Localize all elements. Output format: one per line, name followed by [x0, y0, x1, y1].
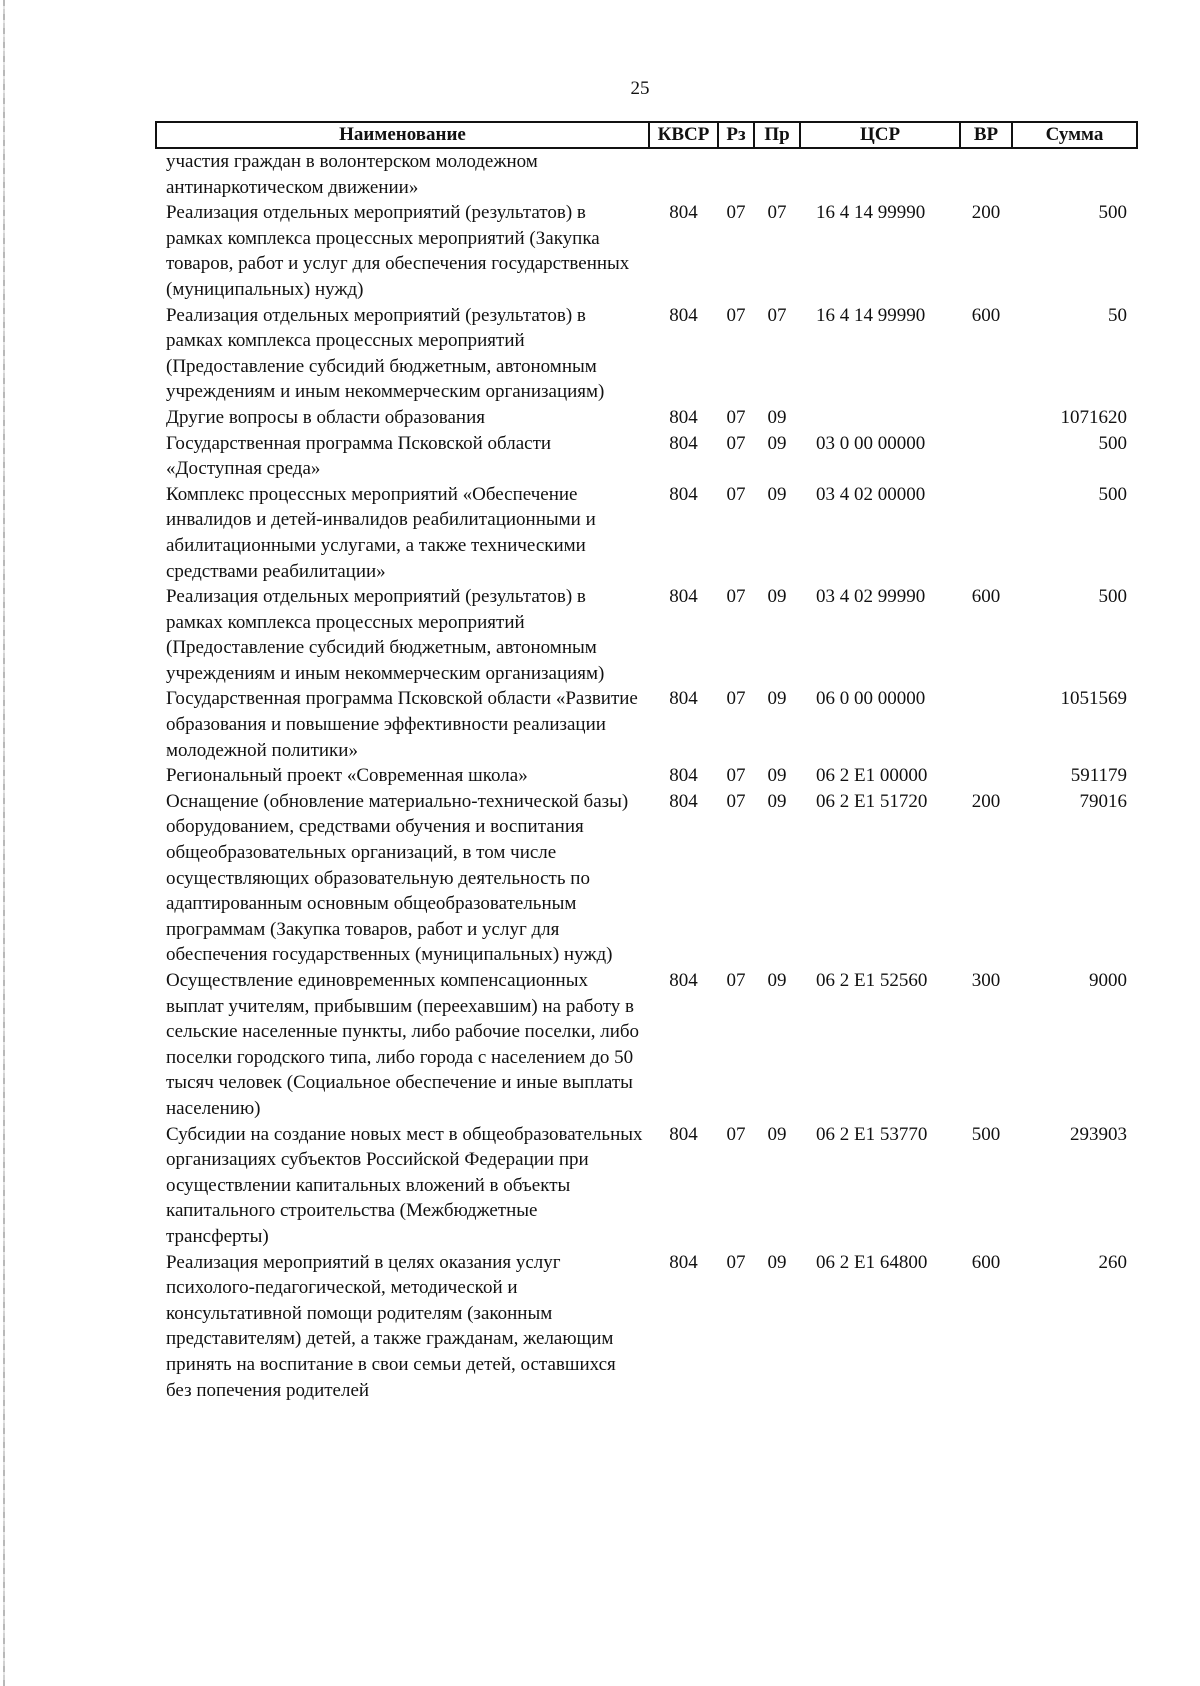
cell-pr: 09 [767, 483, 787, 505]
cell-name: Осуществление единовременных компенсационных выплат учителям, прибывшим (переехавшим) на работу в сельские населенные пункты, либо рабочие поселки, либо поселки городского типа, либо города с населением до 50 тысяч человек (Социальное обеспечение и иные выплаты населению) [166, 970, 640, 1119]
table-row [156, 584, 1137, 686]
cell-rz: 07 [726, 586, 746, 608]
cell-sum: 50 [1108, 304, 1127, 326]
table-body [156, 148, 1137, 1403]
cell-name: Субсидии на создание новых мест в общеобразовательных организациях субъектов Российской Федерации при осуществлении капитальных вложений в объекты капитального строительства (Межбюджетные трансферты) [166, 1123, 643, 1247]
cell-vr [960, 148, 1012, 200]
cell-kvsr: 804 [669, 1123, 698, 1145]
cell-rz: 07 [726, 688, 746, 710]
scan-edge-artifact [3, 0, 5, 1686]
table-row [156, 431, 1137, 482]
cell-vr: 600 [971, 586, 1001, 608]
cell-kvsr: 804 [669, 1251, 698, 1273]
cell-kvsr: 804 [669, 483, 698, 505]
cell-csr [800, 148, 960, 200]
header-name: Наименование [156, 122, 649, 148]
cell-vr [960, 431, 1012, 482]
table-row [156, 405, 1137, 431]
budget-table [155, 121, 1138, 1403]
cell-sum: 500 [1098, 432, 1127, 454]
table-row [156, 1250, 1137, 1404]
cell-vr: 300 [971, 970, 1001, 991]
cell-pr: 09 [767, 970, 787, 991]
cell-csr: 06 2 E1 53770 [816, 1123, 928, 1145]
cell-name: Оснащение (обновление материально-технической базы) оборудованием, средствами обучения и воспитания общеобразовательных организаций, в том числе осуществляющих образовательную деятельность по адаптированным основным общеобразовательным программам (Закупка товаров, работ и услуг для обеспечения государственных (муниципальных) нужд) [166, 790, 629, 966]
cell-pr: 09 [767, 1251, 787, 1273]
cell-kvsr: 804 [669, 406, 698, 428]
cell-sum: 260 [1098, 1251, 1127, 1273]
cell-vr: 200 [971, 202, 1001, 224]
cell-sum: 9000 [1089, 970, 1127, 991]
cell-vr: 600 [971, 1251, 1001, 1273]
cell-pr: 09 [767, 586, 787, 608]
cell-kvsr: 804 [669, 688, 698, 710]
cell-kvsr: 804 [669, 432, 698, 454]
cell-pr: 09 [767, 432, 787, 454]
cell-name: Другие вопросы в области образования [166, 406, 485, 428]
cell-vr [960, 686, 1012, 763]
cell-sum: 500 [1098, 202, 1127, 224]
cell-kvsr: 804 [669, 765, 698, 787]
header-vr: ВР [960, 122, 1012, 148]
table-row [156, 148, 1137, 200]
cell-sum [1012, 148, 1137, 200]
cell-name: Реализация мероприятий в целях оказания услуг психолого-педагогической, методической и консультативной помощи родителям (законным представителям) детей, а также гражданам, желающим принять на воспитание в свои семьи детей, оставшихся без попечения родителей [166, 1251, 616, 1401]
cell-rz [718, 148, 754, 200]
cell-rz: 07 [726, 406, 746, 428]
cell-kvsr [649, 148, 718, 200]
header-kvsr: КВСР [649, 122, 718, 148]
cell-name: Реализация отдельных мероприятий (результатов) в рамках комплекса процессных мероприятий (Закупка товаров, работ и услуг для обеспечения государственных (муниципальных) нужд) [166, 202, 630, 300]
table-row [156, 763, 1137, 789]
cell-name: Региональный проект «Современная школа» [166, 765, 528, 787]
cell-pr: 09 [767, 688, 787, 710]
cell-sum: 500 [1098, 586, 1127, 608]
table-row [156, 482, 1137, 584]
cell-sum: 79016 [1079, 790, 1127, 812]
cell-pr: 07 [767, 304, 787, 326]
table-row [156, 789, 1137, 968]
cell-rz: 07 [726, 970, 746, 991]
cell-sum: 1051569 [1060, 688, 1127, 710]
cell-csr: 03 0 00 00000 [816, 432, 926, 454]
cell-rz: 07 [726, 790, 746, 812]
cell-name: участия граждан в волонтерском молодежном антинаркотическом движении» [166, 151, 538, 198]
cell-vr: 600 [971, 304, 1001, 326]
cell-vr [960, 405, 1012, 431]
cell-sum: 591179 [1070, 765, 1127, 787]
cell-csr: 06 2 E1 64800 [816, 1251, 928, 1273]
cell-name: Реализация отдельных мероприятий (результатов) в рамках комплекса процессных мероприятий (Предоставление субсидий бюджетным, автономным учреждениям и иным некоммерческим организациям) [166, 586, 605, 684]
cell-csr: 03 4 02 99990 [816, 586, 926, 608]
cell-csr: 16 4 14 99990 [816, 304, 926, 326]
cell-rz: 07 [726, 202, 746, 224]
cell-vr: 500 [971, 1123, 1001, 1145]
cell-pr: 09 [767, 765, 787, 787]
cell-csr [800, 405, 960, 431]
header-csr: ЦСР [800, 122, 960, 148]
cell-kvsr: 804 [669, 970, 698, 991]
cell-rz: 07 [726, 483, 746, 505]
cell-csr: 06 0 00 00000 [816, 688, 926, 710]
cell-kvsr: 804 [669, 586, 698, 608]
cell-kvsr: 804 [669, 790, 698, 812]
budget-table-container [155, 121, 1136, 1403]
header-sum: Сумма [1012, 122, 1137, 148]
cell-kvsr: 804 [669, 304, 698, 326]
header-pr: Пр [754, 122, 800, 148]
cell-pr: 09 [767, 406, 787, 428]
cell-kvsr: 804 [669, 202, 698, 224]
cell-sum: 1071620 [1060, 406, 1127, 428]
cell-name: Реализация отдельных мероприятий (результатов) в рамках комплекса процессных мероприятий (Предоставление субсидий бюджетным, автономным учреждениям и иным некоммерческим организациям) [166, 304, 605, 403]
cell-pr: 09 [767, 1123, 787, 1145]
cell-rz: 07 [726, 1123, 746, 1145]
cell-vr: 200 [971, 790, 1001, 812]
cell-sum: 500 [1098, 483, 1127, 505]
cell-csr: 06 2 E1 00000 [816, 765, 928, 787]
table-row [156, 303, 1137, 405]
header-rz: Рз [718, 122, 754, 148]
cell-pr: 07 [767, 202, 787, 224]
cell-rz: 07 [726, 304, 746, 326]
cell-csr: 03 4 02 00000 [816, 483, 926, 505]
cell-name: Государственная программа Псковской области «Развитие образования и повышение эффективности реализации молодежной политики» [166, 688, 638, 761]
cell-name: Комплекс процессных мероприятий «Обеспечение инвалидов и детей-инвалидов реабилитационными и абилитационными услугами, а также техническими средствами реабилитации» [166, 483, 596, 582]
cell-rz: 07 [726, 432, 746, 454]
table-row [156, 200, 1137, 302]
cell-rz: 07 [726, 765, 746, 787]
table-row [156, 686, 1137, 763]
cell-csr: 06 2 E1 52560 [816, 970, 928, 991]
cell-name: Государственная программа Псковской области «Доступная среда» [166, 432, 552, 480]
cell-sum: 293903 [1070, 1123, 1127, 1145]
cell-rz: 07 [726, 1251, 746, 1273]
cell-csr: 06 2 E1 51720 [816, 790, 928, 812]
cell-pr [754, 148, 800, 200]
cell-csr: 16 4 14 99990 [816, 202, 926, 224]
page-number: 25 [630, 78, 650, 99]
cell-vr [960, 482, 1012, 584]
cell-pr: 09 [767, 790, 787, 812]
cell-vr [960, 763, 1012, 789]
table-header-row [156, 122, 1137, 148]
table-row [156, 968, 1137, 1122]
table-row [156, 1122, 1137, 1250]
